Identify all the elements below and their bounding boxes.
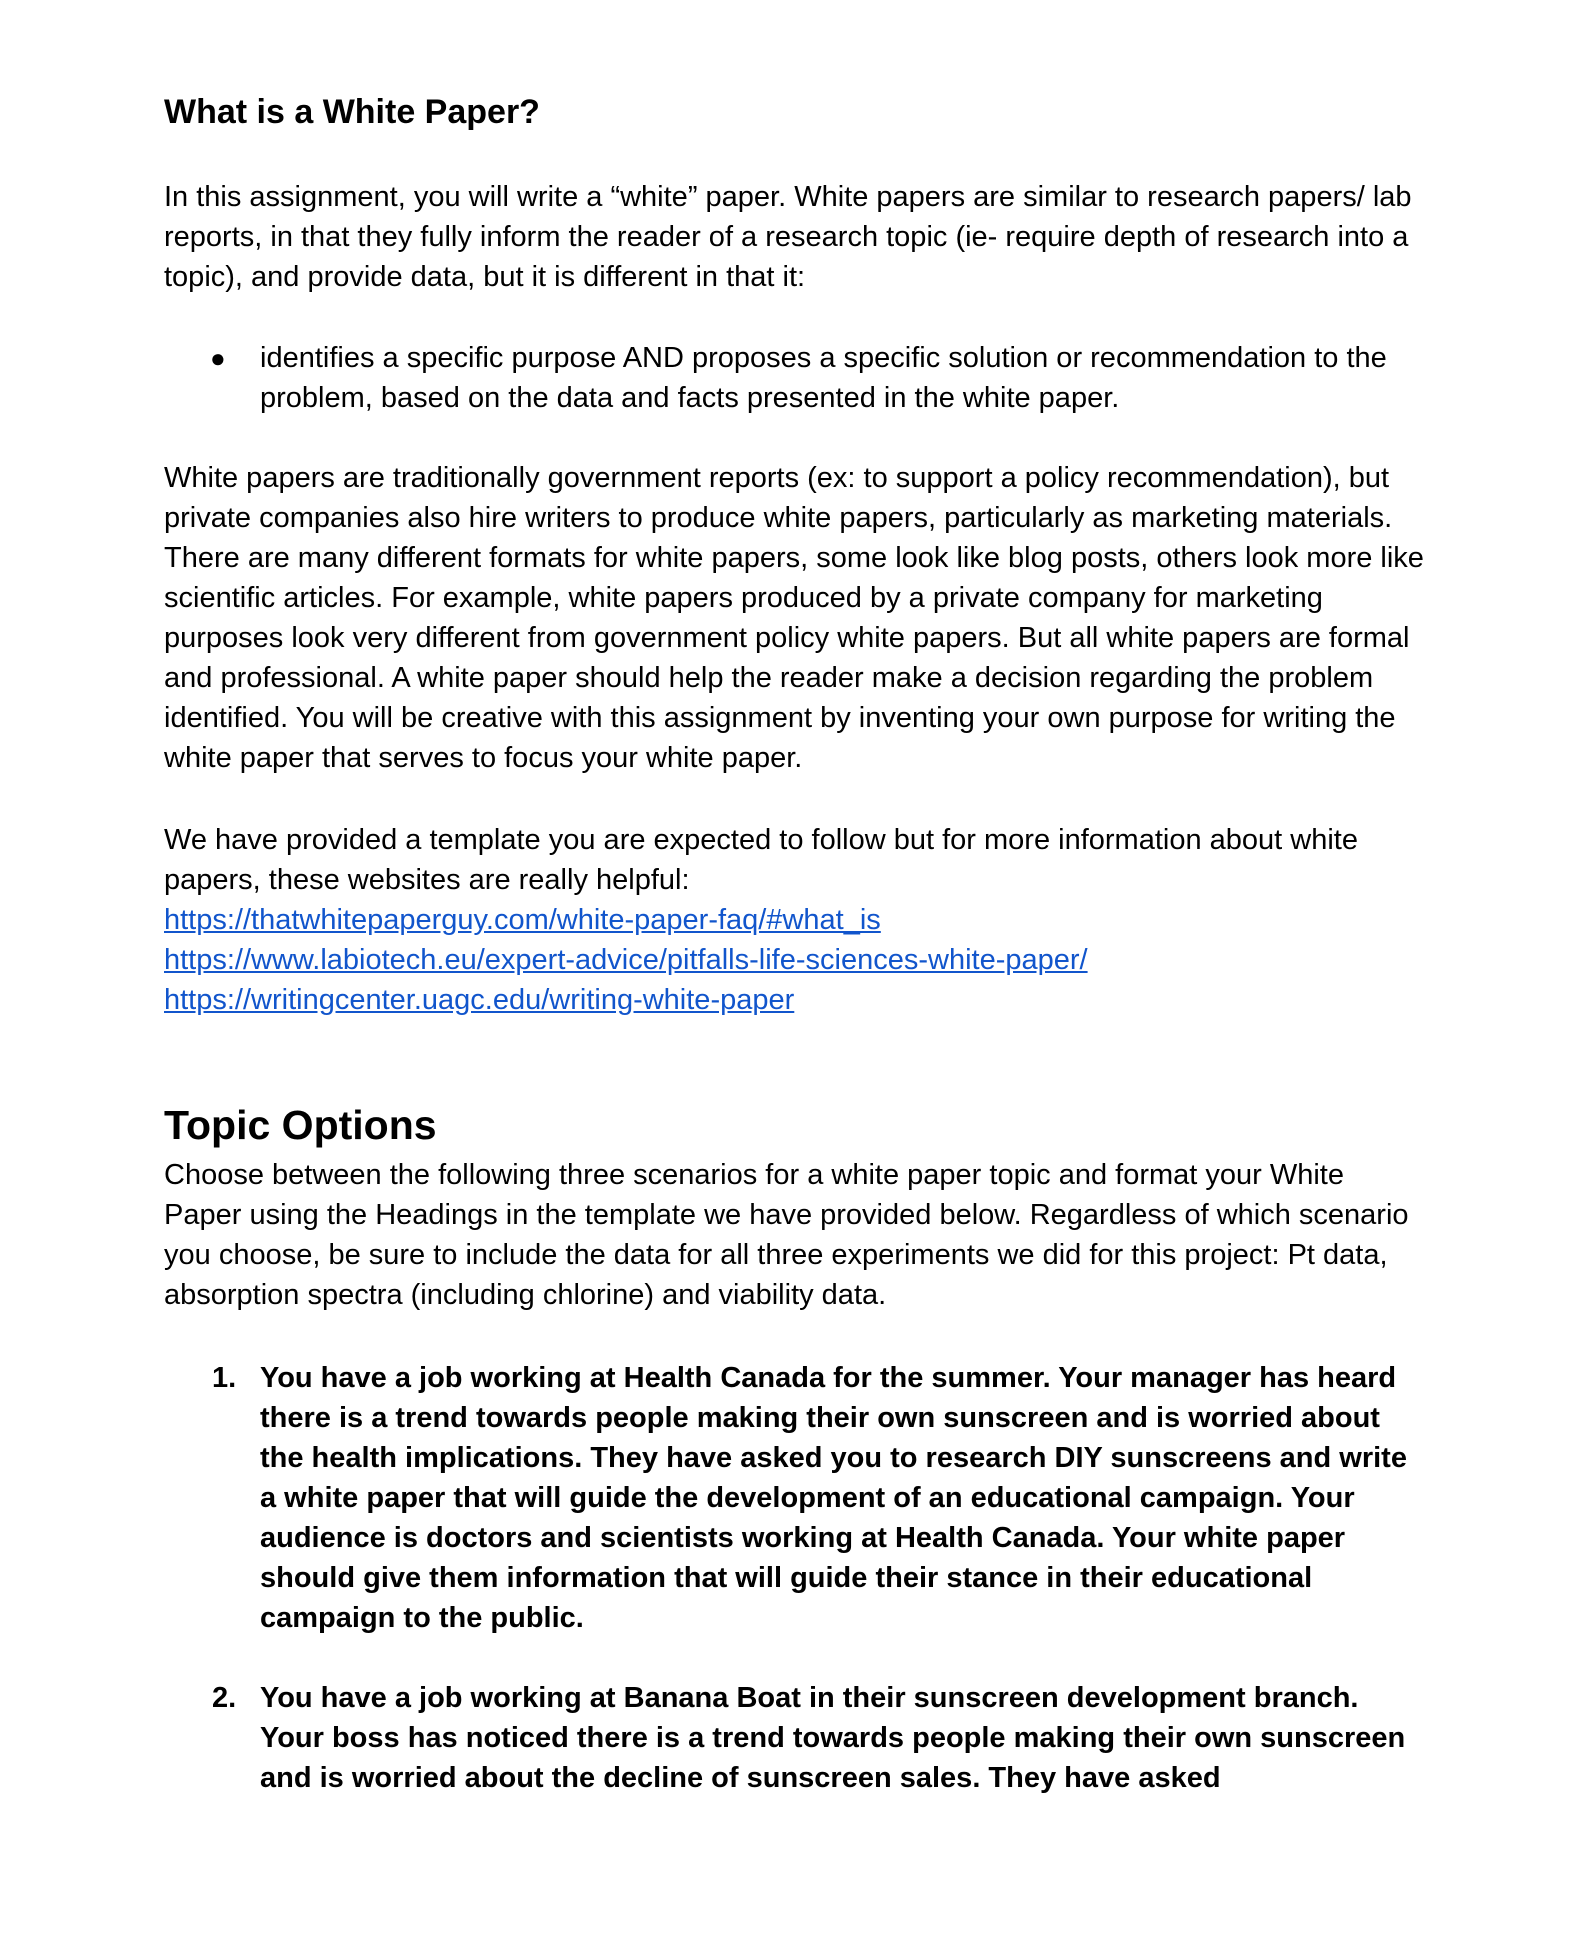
template-info-paragraph: We have provided a template you are expected to follow but for more information about white papers, these websites are really helpful: — [164, 824, 1358, 896]
bullet-list — [164, 338, 1424, 418]
bullet-text: identifies a specific purpose AND proposes a specific solution or recommendation to the problem, based on the data and facts presented in the white paper. — [260, 342, 1387, 414]
option-text: You have a job working at Banana Boat in their sunscreen development branch. Your boss has noticed there is a trend towards people making their own sunscreen and is worried about the decline of sunscreen sales. They have asked — [260, 1682, 1406, 1794]
section-heading-what-is-white-paper: What is a White Paper? — [164, 93, 540, 131]
resource-links — [164, 900, 1088, 1020]
topic-intro-paragraph: Choose between the following three scenarios for a white paper topic and format your White Paper using the Headings in the template we have provided below. Regardless of which scenario you choose, be sure to include the data for all three experiments we did for this project: Pt data, absorption spectra (including chlorine) and viability data. — [164, 1159, 1409, 1311]
white-paper-formats-paragraph: White papers are traditionally government reports (ex: to support a policy recommendation), but private companies also hire writers to produce white papers, particularly as marketing materials. There are many different formats for white papers, some look like blog posts, others look more like scientific articles. For example, white papers produced by a private company for marketing purposes look very different from government policy white papers. But all white papers are formal and professional. A white paper should help the reader make a decision regarding the problem identified. You will be creative with this assignment by inventing your own purpose for writing the white paper that serves to focus your white paper. — [164, 462, 1424, 774]
link-labiotech[interactable]: https://www.labiotech.eu/expert-advice/pitfalls-life-sciences-white-paper/ — [164, 944, 1088, 976]
link-thatwhitepaperguy[interactable]: https://thatwhitepaperguy.com/white-paper-faq/#what_is — [164, 904, 881, 936]
option-text: You have a job working at Health Canada for the summer. Your manager has heard there is a trend towards people making their own sunscreen and is worried about the health implications. They have asked you to research DIY sunscreens and write a white paper that will guide the development of an educational campaign. Your audience is doctors and scientists working at Health Canada. Your white paper should give them information that will guide their stance in their educational campaign to the public. — [260, 1362, 1407, 1634]
list-number: 2. — [212, 1682, 237, 1714]
list-item — [164, 1678, 1424, 1798]
intro-paragraph: In this assignment, you will write a “white” paper. White papers are similar to research papers/ lab reports, in that they fully inform the reader of a research topic (ie- require depth of research into a topic), and provide data, but it is different in that it: — [164, 181, 1412, 293]
topic-options-list — [164, 1358, 1424, 1798]
bullet-icon: ● — [210, 343, 226, 373]
list-item — [164, 338, 1424, 418]
section-heading-topic-options: Topic Options — [164, 1102, 437, 1148]
list-number: 1. — [212, 1362, 237, 1394]
link-writingcenter[interactable]: https://writingcenter.uagc.edu/writing-white-paper — [164, 984, 795, 1016]
list-item — [164, 1358, 1424, 1638]
